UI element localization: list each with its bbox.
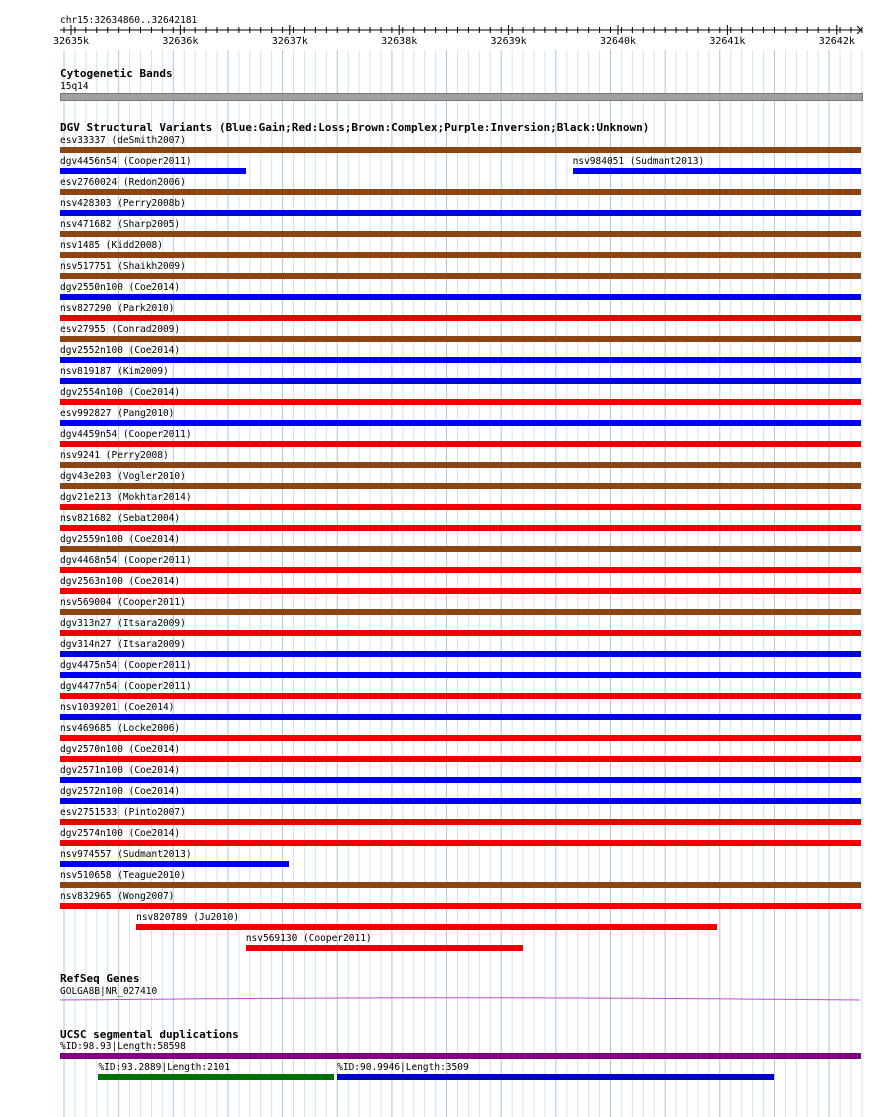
dgv-feature-bar[interactable] — [60, 756, 861, 762]
dgv-feature-label[interactable]: dgv313n27 (Itsara2009) — [60, 618, 186, 629]
dgv-feature-bar[interactable] — [60, 294, 861, 300]
dgv-feature-bar[interactable] — [60, 504, 861, 510]
ruler[interactable] — [0, 0, 890, 50]
dgv-feature-label[interactable]: nsv1039201 (Coe2014) — [60, 702, 175, 713]
dgv-feature-bar[interactable] — [60, 231, 861, 237]
dgv-feature-bar[interactable] — [60, 546, 861, 552]
dgv-feature-label[interactable]: esv2751533 (Pinto2007) — [60, 807, 186, 818]
dgv-feature-bar[interactable] — [60, 588, 861, 594]
dgv-feature-label[interactable]: dgv4477n54 (Cooper2011) — [60, 681, 192, 692]
dgv-feature-label[interactable]: dgv2552n100 (Coe2014) — [60, 345, 181, 356]
dgv-feature-label[interactable]: nsv832965 (Wong2007) — [60, 891, 175, 902]
ruler-tick-label: 32636k — [162, 36, 199, 47]
dgv-feature-label[interactable]: nsv517751 (Shaikh2009) — [60, 261, 186, 272]
ruler-tick-label: 32639k — [490, 36, 527, 47]
dgv-feature-label[interactable]: nsv9241 (Perry2008) — [60, 450, 169, 461]
dgv-feature-bar[interactable] — [60, 840, 861, 846]
dgv-feature-label[interactable]: nsv819187 (Kim2009) — [60, 366, 169, 377]
dgv-feature-bar[interactable] — [60, 798, 861, 804]
dgv-feature-bar[interactable] — [60, 609, 861, 615]
dgv-feature-label[interactable]: dgv2570n100 (Coe2014) — [60, 744, 181, 755]
segdup-feature-bar[interactable] — [98, 1074, 333, 1080]
dgv-feature-bar[interactable] — [60, 273, 861, 279]
segdup-feature-label[interactable]: %ID:93.2889|Length:2101 — [98, 1062, 230, 1073]
dgv-feature-bar[interactable] — [60, 630, 861, 636]
refseq-gene-line[interactable] — [0, 990, 890, 1006]
ruler-tick-label: 32637k — [271, 36, 308, 47]
dgv-feature-bar[interactable] — [60, 168, 246, 174]
dgv-feature-label[interactable]: dgv43e203 (Vogler2010) — [60, 471, 186, 482]
dgv-feature-bar[interactable] — [60, 210, 861, 216]
cytoband-track-title[interactable]: Cytogenetic Bands — [60, 67, 173, 80]
dgv-feature-bar[interactable] — [60, 777, 861, 783]
dgv-feature-bar[interactable] — [60, 441, 861, 447]
dgv-feature-label[interactable]: esv992827 (Pang2010) — [60, 408, 175, 419]
dgv-feature-label[interactable]: dgv4475n54 (Cooper2011) — [60, 660, 192, 671]
dgv-feature-label[interactable]: nsv827290 (Park2010) — [60, 303, 175, 314]
dgv-feature-bar[interactable] — [246, 945, 523, 951]
dgv-feature-label[interactable]: dgv2550n100 (Coe2014) — [60, 282, 181, 293]
dgv-feature-label[interactable]: nsv569004 (Cooper2011) — [60, 597, 186, 608]
dgv-feature-bar[interactable] — [60, 567, 861, 573]
ruler-tick-label: 32638k — [381, 36, 418, 47]
dgv-feature-label[interactable]: dgv4456n54 (Cooper2011) — [60, 156, 192, 167]
dgv-feature-label[interactable]: esv33337 (deSmith2007) — [60, 135, 186, 146]
dgv-feature-label[interactable]: nsv428303 (Perry2008b) — [60, 198, 186, 209]
dgv-feature-label[interactable]: dgv2572n100 (Coe2014) — [60, 786, 181, 797]
dgv-feature-bar[interactable] — [60, 525, 861, 531]
dgv-feature-label[interactable]: nsv469685 (Locke2006) — [60, 723, 181, 734]
dgv-feature-label[interactable]: nsv1485 (Kidd2008) — [60, 240, 163, 251]
dgv-feature-label[interactable]: dgv2571n100 (Coe2014) — [60, 765, 181, 776]
segdup-feature-label[interactable]: %ID:98.93|Length:58598 — [60, 1041, 186, 1052]
dgv-feature-bar[interactable] — [60, 483, 861, 489]
dgv-feature-label[interactable]: dgv4468n54 (Cooper2011) — [60, 555, 192, 566]
dgv-feature-label[interactable]: nsv974557 (Sudmant2013) — [60, 849, 192, 860]
cytoband-label: 15q14 — [60, 81, 89, 92]
ruler-tick-label: 32641k — [709, 36, 746, 47]
dgv-feature-label[interactable]: dgv21e213 (Mokhtar2014) — [60, 492, 192, 503]
dgv-feature-bar[interactable] — [60, 651, 861, 657]
dgv-feature-bar[interactable] — [573, 168, 861, 174]
dgv-feature-bar[interactable] — [60, 315, 861, 321]
dgv-feature-bar[interactable] — [60, 882, 861, 888]
ruler-tick-label: 32635k — [52, 36, 90, 47]
dgv-feature-bar[interactable] — [60, 714, 861, 720]
dgv-feature-label[interactable]: nsv471682 (Sharp2005) — [60, 219, 181, 230]
dgv-feature-bar[interactable] — [60, 147, 861, 153]
refseq-gene-label[interactable]: GOLGA8B|NR_027410 — [60, 986, 158, 997]
dgv-feature-label[interactable]: dgv2563n100 (Coe2014) — [60, 576, 181, 587]
dgv-feature-bar[interactable] — [60, 903, 861, 909]
dgv-feature-label[interactable]: esv27955 (Conrad2009) — [60, 324, 181, 335]
dgv-feature-bar[interactable] — [60, 336, 861, 342]
ruler-tick-label: 32640k — [599, 36, 637, 47]
dgv-feature-bar[interactable] — [136, 924, 717, 930]
dgv-feature-bar[interactable] — [60, 819, 861, 825]
dgv-feature-bar[interactable] — [60, 735, 861, 741]
segdup-track-title[interactable]: UCSC segmental duplications — [60, 1028, 239, 1041]
dgv-feature-label[interactable]: dgv2574n100 (Coe2014) — [60, 828, 181, 839]
dgv-feature-label[interactable]: dgv4459n54 (Cooper2011) — [60, 429, 192, 440]
dgv-feature-bar[interactable] — [60, 462, 861, 468]
refseq-intron-line — [60, 998, 860, 1000]
segdup-feature-label[interactable]: %ID:90.9946|Length:3509 — [337, 1062, 469, 1073]
dgv-feature-label[interactable]: esv2760024 (Redon2006) — [60, 177, 186, 188]
segdup-feature-bar[interactable] — [60, 1053, 861, 1059]
dgv-feature-bar[interactable] — [60, 378, 861, 384]
dgv-feature-bar[interactable] — [60, 189, 861, 195]
dgv-feature-label[interactable]: nsv510658 (Teague2010) — [60, 870, 186, 881]
dgv-feature-bar[interactable] — [60, 399, 861, 405]
dgv-feature-label[interactable]: nsv569130 (Cooper2011) — [245, 933, 372, 944]
dgv-feature-label[interactable]: nsv821682 (Sebat2004) — [60, 513, 181, 524]
segdup-feature-bar[interactable] — [337, 1074, 774, 1080]
dgv-feature-label[interactable]: nsv984051 (Sudmant2013) — [572, 156, 705, 167]
dgv-feature-bar[interactable] — [60, 861, 289, 867]
dgv-track-title[interactable]: DGV Structural Variants (Blue:Gain;Red:Loss;Brown:Complex;Purple:Inversion;Black:Unknown) — [60, 121, 650, 134]
ruler-tick-label: 32642k — [818, 36, 855, 47]
cytoband-bar[interactable] — [60, 93, 863, 101]
dgv-feature-label[interactable]: dgv314n27 (Itsara2009) — [60, 639, 186, 650]
location-label: chr15:32634860..32642181 — [60, 15, 198, 26]
dgv-feature-bar[interactable] — [60, 420, 861, 426]
dgv-feature-bar[interactable] — [60, 693, 861, 699]
dgv-feature-bar[interactable] — [60, 252, 861, 258]
dgv-feature-label[interactable]: dgv2554n100 (Coe2014) — [60, 387, 181, 398]
dgv-feature-label[interactable]: nsv820789 (Ju2010) — [136, 912, 240, 923]
refseq-track-title[interactable]: RefSeq Genes — [60, 972, 140, 985]
dgv-feature-label[interactable]: dgv2559n100 (Coe2014) — [60, 534, 181, 545]
dgv-feature-bar[interactable] — [60, 672, 861, 678]
dgv-feature-bar[interactable] — [60, 357, 861, 363]
